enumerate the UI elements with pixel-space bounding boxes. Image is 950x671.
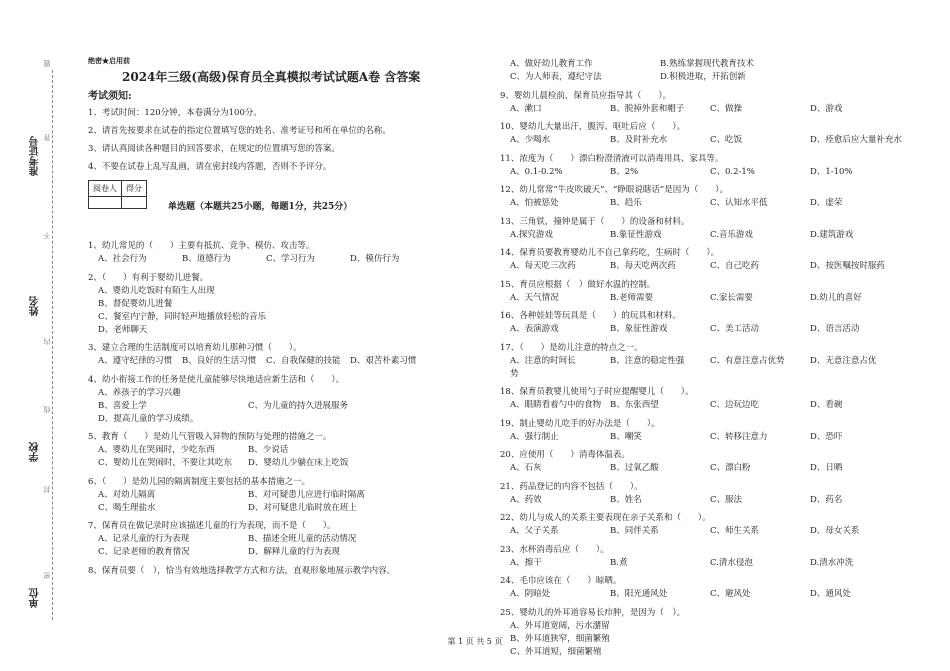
option-row	[88, 413, 448, 426]
answer-option[interactable]: C、边玩边吃	[710, 400, 760, 410]
answer-option[interactable]: A、擦干	[510, 557, 542, 568]
question-stem: 10、婴幼儿大量出汗，腹泻、呕吐后应（ ）。	[500, 122, 686, 132]
seal-char: 线	[43, 406, 51, 413]
note-line: 2、请首先按要求在试卷的指定位置填写您的姓名、准考证号和所在单位的名称。	[88, 126, 391, 136]
question-stem: 22、幼儿与成人的关系主要表现在亲子关系和（ ）。	[500, 513, 711, 523]
answer-option[interactable]: A、社会行为	[98, 254, 147, 264]
answer-option[interactable]: A、养孩子的学习兴趣	[98, 387, 181, 398]
option-row	[88, 253, 448, 266]
option-row	[88, 311, 448, 324]
answer-option[interactable]: C、吃饭	[710, 135, 743, 145]
answer-option[interactable]: D、恐吓	[810, 431, 843, 442]
answer-option[interactable]: D、通风处	[810, 589, 851, 599]
answer-option[interactable]: C.家长需要	[710, 292, 753, 303]
option-row	[500, 355, 920, 368]
option-row	[500, 494, 920, 507]
question-stem: 7、保育员在做记录时应该描述儿童的行为表现，而不是（ ）。	[88, 521, 336, 531]
question-stem: 24、毛巾应该在（ ）晾晒。	[500, 576, 622, 586]
question-gap	[500, 659, 920, 665]
answer-option[interactable]: D.清水冲洗	[810, 557, 854, 568]
answer-option[interactable]: C、漂白粉	[710, 463, 751, 473]
option-row	[500, 431, 920, 444]
answer-option[interactable]: D、提高儿童的学习成绩。	[98, 413, 199, 424]
answer-option[interactable]: B、道德行为	[182, 254, 231, 264]
answer-option[interactable]: D、老师聊天	[98, 324, 148, 335]
answer-option[interactable]: D、艰苦朴素习惯	[350, 356, 417, 366]
answer-option[interactable]: B、外耳道狭窄，细菌繁殖	[510, 633, 610, 644]
option-row	[500, 103, 920, 116]
answer-option[interactable]: B、东张西望	[610, 400, 659, 410]
answer-option[interactable]: C、有意注意占优势	[710, 355, 785, 366]
option-row	[88, 457, 448, 470]
answer-option[interactable]: B、每天吃两次药	[610, 261, 676, 271]
question-stem: 20、应使用（ ）消毒体温表。	[500, 450, 630, 460]
answer-option[interactable]: D、日晒	[810, 463, 843, 473]
score-cell: 得分	[122, 181, 147, 197]
question-stem: 1、幼儿常见的（ ）主要有抵抗、竞争、模仿、攻击等。	[88, 241, 315, 251]
option-row	[500, 323, 920, 336]
section-title: 单选题（本题共25小题，每题1分，共25分）	[168, 202, 353, 212]
answer-option[interactable]: D、对可疑患儿临时放在班上	[248, 502, 357, 513]
answer-option[interactable]: A、每天吃三次药	[510, 261, 576, 271]
answer-option[interactable]: C、婴幼儿在哭闹时，不要让其吃东	[98, 458, 233, 468]
answer-option[interactable]: D.积极进取，开拓创新	[660, 72, 746, 82]
answer-option[interactable]: B、督促婴幼儿进餐	[98, 298, 173, 309]
score-blank[interactable]	[122, 197, 147, 209]
answer-option[interactable]: B、对可疑患儿应进行临时隔离	[248, 489, 365, 500]
answer-option[interactable]: A、少喝水	[510, 135, 551, 145]
answer-option[interactable]: B.煮	[610, 557, 628, 568]
answer-option[interactable]: A、遵守纪律的习惯	[98, 356, 173, 366]
option-row	[500, 71, 920, 84]
right-column	[500, 58, 920, 664]
answer-option[interactable]: C、避风处	[710, 589, 751, 599]
answer-option[interactable]: A、漱口	[510, 103, 542, 114]
answer-option[interactable]: C、为人师表，遵纪守法	[510, 72, 602, 82]
answer-option[interactable]: B、注意的稳定性强	[610, 355, 685, 366]
answer-option[interactable]: D、母女关系	[810, 526, 860, 536]
option-row	[500, 260, 920, 273]
seal-char: 封	[43, 486, 51, 493]
option-row	[88, 533, 448, 546]
seal-char: 密	[43, 572, 51, 579]
question-stem: 9、婴幼儿晨检前，保育员应指导其（ ）。	[500, 90, 672, 101]
option-row	[88, 387, 448, 400]
answer-option[interactable]: B、象征性游戏	[610, 324, 668, 334]
option-row	[88, 324, 448, 337]
score-table	[88, 180, 147, 209]
answer-option[interactable]: A、眼睛看着勺中的食物	[510, 400, 602, 410]
option-row	[88, 444, 448, 457]
answer-option[interactable]: B.象征性游戏	[610, 229, 662, 240]
answer-option[interactable]: C、喝生理盐水	[98, 502, 156, 513]
option-row	[500, 646, 920, 659]
answer-option[interactable]: D.建筑游戏	[810, 229, 854, 240]
question-stem: 3、建立合理的生活制度可以培育幼儿那种习惯（ ）。	[88, 343, 302, 353]
answer-option[interactable]: A、阴暗处	[510, 589, 551, 599]
answer-option[interactable]: 势	[510, 368, 519, 379]
seal-char: 题	[43, 60, 51, 67]
answer-option[interactable]: A、表演游戏	[510, 324, 559, 334]
answer-option[interactable]: D、婴幼儿少躺在床上吃饭	[248, 458, 349, 468]
answer-option[interactable]: B、2%	[610, 166, 639, 177]
question-stem: 19、制止婴幼儿吃手的好办法是（ ）。	[500, 418, 660, 429]
answer-option[interactable]: C、美工活动	[710, 324, 760, 334]
option-row	[88, 489, 448, 502]
answer-option[interactable]: D、药名	[810, 494, 843, 505]
option-row	[88, 355, 448, 368]
answer-option[interactable]: A、父子关系	[510, 526, 559, 536]
question-stem: 17、（ ）是幼儿注意的特点之一。	[500, 342, 643, 353]
grader-blank[interactable]	[89, 197, 122, 209]
note-line: 1、考试时间：120分钟，本卷满分为100分。	[88, 108, 262, 118]
answer-option[interactable]: A、做好幼儿教育工作	[510, 59, 593, 69]
option-row	[500, 58, 920, 71]
answer-option[interactable]: D、模仿行为	[350, 254, 400, 264]
left-questions	[88, 240, 448, 583]
answer-option[interactable]: B、同伴关系	[610, 526, 659, 536]
option-row	[500, 525, 920, 538]
option-row	[88, 400, 448, 413]
answer-option[interactable]: D、游戏	[810, 103, 843, 114]
question-stem: 18、保育员教婴儿使用勺子时应提醒婴儿（ ）。	[500, 387, 694, 397]
question-stem: 13、三角铁，撞钟是属于（ ）的设备和材料。	[500, 216, 690, 227]
answer-option[interactable]: D、痊愈后应大量补充水	[810, 135, 902, 145]
question-stem: 4、幼小衔接工作的任务是使儿童能够尽快地适应新生活和（ ）。	[88, 374, 345, 385]
seal-char: 不	[43, 232, 51, 239]
answer-option[interactable]: B、脱掉外套和帽子	[610, 103, 685, 114]
answer-option[interactable]: D、解释儿童的行为表现	[248, 547, 340, 557]
answer-option[interactable]: A、记录儿童的行为表现	[98, 534, 190, 544]
option-row	[500, 399, 920, 412]
name-label: 姓名	[30, 296, 41, 316]
answer-option[interactable]: C、记录老师的教育情况	[98, 547, 190, 557]
answer-option[interactable]: C、自己吃药	[710, 261, 760, 271]
answer-option[interactable]: B、趋乐	[610, 198, 642, 208]
answer-option[interactable]: C、做操	[710, 103, 743, 114]
option-row	[500, 292, 920, 305]
answer-option[interactable]: A、天气情况	[510, 292, 559, 303]
answer-option[interactable]: C.音乐游戏	[710, 229, 753, 240]
question-stem: 14、保育员要教育婴幼儿不自己拿药吃，生病时（ ）。	[500, 248, 720, 258]
q8-options	[500, 58, 920, 90]
option-row	[88, 285, 448, 298]
school-label: 学校	[30, 442, 41, 462]
answer-option[interactable]: A.探究游戏	[510, 229, 553, 240]
grader-cell: 阅卷人	[89, 181, 122, 197]
answer-option[interactable]: B、良好的生活习惯	[182, 356, 257, 366]
answer-option[interactable]: C、为儿童的持久进展服务	[248, 400, 349, 411]
unit-label: 单位	[30, 588, 41, 608]
answer-option[interactable]: A、对幼儿隔离	[98, 489, 156, 500]
answer-option[interactable]: D、无意注意占优	[810, 355, 877, 366]
answer-option[interactable]: C、转移注意力	[710, 431, 768, 442]
right-questions	[500, 90, 920, 665]
answer-option[interactable]: B、及时补充水	[610, 135, 668, 145]
option-row	[500, 588, 920, 601]
note-line: 4、不要在试卷上乱写乱画，请在密封线内答题，否则不予评分。	[88, 162, 332, 172]
answer-option[interactable]: A、外耳道宽阔，污水潴留	[510, 620, 610, 631]
question-stem: 23、水杯消毒后应（ ）。	[500, 544, 609, 555]
option-row	[500, 166, 920, 179]
answer-option[interactable]: B、少说话	[248, 445, 289, 455]
exam-id-label: 准考证号	[30, 136, 41, 176]
answer-option[interactable]: C、认知水平低	[710, 198, 768, 208]
seal-char: 内	[43, 338, 51, 345]
question-stem: 5、教育（ ）是幼儿气管吸入异物的预防与处理的措施之一。	[88, 432, 332, 442]
left-column	[88, 54, 448, 583]
answer-option[interactable]: A、药效	[510, 494, 542, 505]
option-row	[500, 134, 920, 147]
answer-option[interactable]: B.熟练掌握现代教育技术	[660, 59, 754, 69]
answer-option[interactable]: C、自我保健的技能	[266, 356, 341, 366]
question-stem: 15、育员应根据（ ）做好水温的控制。	[500, 279, 656, 290]
question-stem: 21、药品登记的内容不包括（ ）。	[500, 481, 643, 492]
option-row	[500, 229, 920, 242]
answer-option[interactable]: A、婴幼儿吃饭时有陌生人出现	[98, 285, 215, 296]
option-row	[500, 197, 920, 210]
answer-option[interactable]: C、餐室内宁静，同时轻声地播放轻松的音乐	[98, 311, 267, 322]
question-stem: 11、浓度为（ ）漂白粉澄清液可以消毒用具、家具等。	[500, 153, 724, 164]
question-stem: 6、（ ）是幼儿园的隔离制度主要包括的基本措施之一。	[88, 476, 311, 487]
exam-title: 2024年三级(高级)保育员全真模拟考试试题A卷 含答案	[122, 70, 421, 84]
answer-option[interactable]: B、姓名	[610, 494, 642, 505]
question-gap	[88, 578, 448, 584]
option-row	[88, 502, 448, 515]
option-row	[500, 557, 920, 570]
binding-margin	[0, 0, 80, 671]
option-row	[500, 368, 920, 381]
answer-option[interactable]: C、外耳道短，细菌繁殖	[510, 646, 602, 657]
answer-option[interactable]: B、过氧乙酸	[610, 463, 659, 473]
answer-option[interactable]: D、按医嘱按时服药	[810, 261, 885, 271]
answer-option[interactable]: D.幼儿的喜好	[810, 292, 862, 303]
answer-option[interactable]: A、石灰	[510, 463, 542, 473]
answer-option[interactable]: D、1-10%	[810, 166, 853, 177]
answer-option[interactable]: C、0.2-1%	[710, 166, 755, 177]
option-row	[500, 620, 920, 633]
seal-line	[52, 70, 53, 620]
answer-option[interactable]: D、语言活动	[810, 324, 860, 334]
answer-option[interactable]: B、描述全班儿童的活动情况	[248, 534, 357, 544]
answer-option[interactable]: B、阳光通风处	[610, 589, 668, 599]
answer-option[interactable]: C.清水侵泡	[710, 557, 753, 568]
option-row	[88, 298, 448, 311]
answer-option[interactable]: C、师生关系	[710, 526, 760, 536]
answer-option[interactable]: A、怕被惩处	[510, 198, 559, 208]
secret-mark: 绝密★启用前	[88, 56, 130, 65]
notes-title: 考试须知:	[88, 91, 132, 102]
answer-option[interactable]: D、看碗	[810, 400, 843, 410]
answer-option[interactable]: A、0.1-0.2%	[510, 166, 563, 177]
answer-option[interactable]: C、服法	[710, 494, 743, 505]
question-stem: 8、保育员要（ ），恰当有效地选择教学方式和方法，直观形象地展示教学内容。	[88, 565, 396, 576]
question-stem: 25、婴幼儿的外耳道容易长疖肿，是因为（ ）。	[500, 607, 686, 618]
answer-option[interactable]: B、嘲笑	[610, 431, 642, 442]
answer-option[interactable]: B、喜爱上学	[98, 400, 147, 411]
page-footer: 第 1 页 共 5 页	[447, 637, 503, 646]
answer-option[interactable]: C、学习行为	[266, 254, 316, 264]
answer-option[interactable]: A、注意的时间长	[510, 355, 576, 366]
option-row	[500, 462, 920, 475]
question-stem: 2、（ ）有利于婴幼儿进餐。	[88, 272, 209, 283]
question-stem: 16、各种娃娃等玩具是（ ）的玩具和材料。	[500, 311, 681, 321]
question-stem: 12、幼儿常常“牛皮吹破天”、“睁眼说瞎话”是因为（ ）。	[500, 185, 728, 195]
answer-option[interactable]: B.老师需要	[610, 292, 653, 303]
answer-option[interactable]: A、婴幼儿在哭闹时，少吃东西	[98, 445, 215, 455]
seal-char: 答	[43, 134, 51, 141]
answer-option[interactable]: A、强行制止	[510, 431, 559, 442]
answer-option[interactable]: D、虚荣	[810, 198, 843, 208]
note-line: 3、请认真阅读各种题目的回答要求，在规定的位置填写您的答案。	[88, 144, 340, 154]
option-row	[88, 546, 448, 559]
